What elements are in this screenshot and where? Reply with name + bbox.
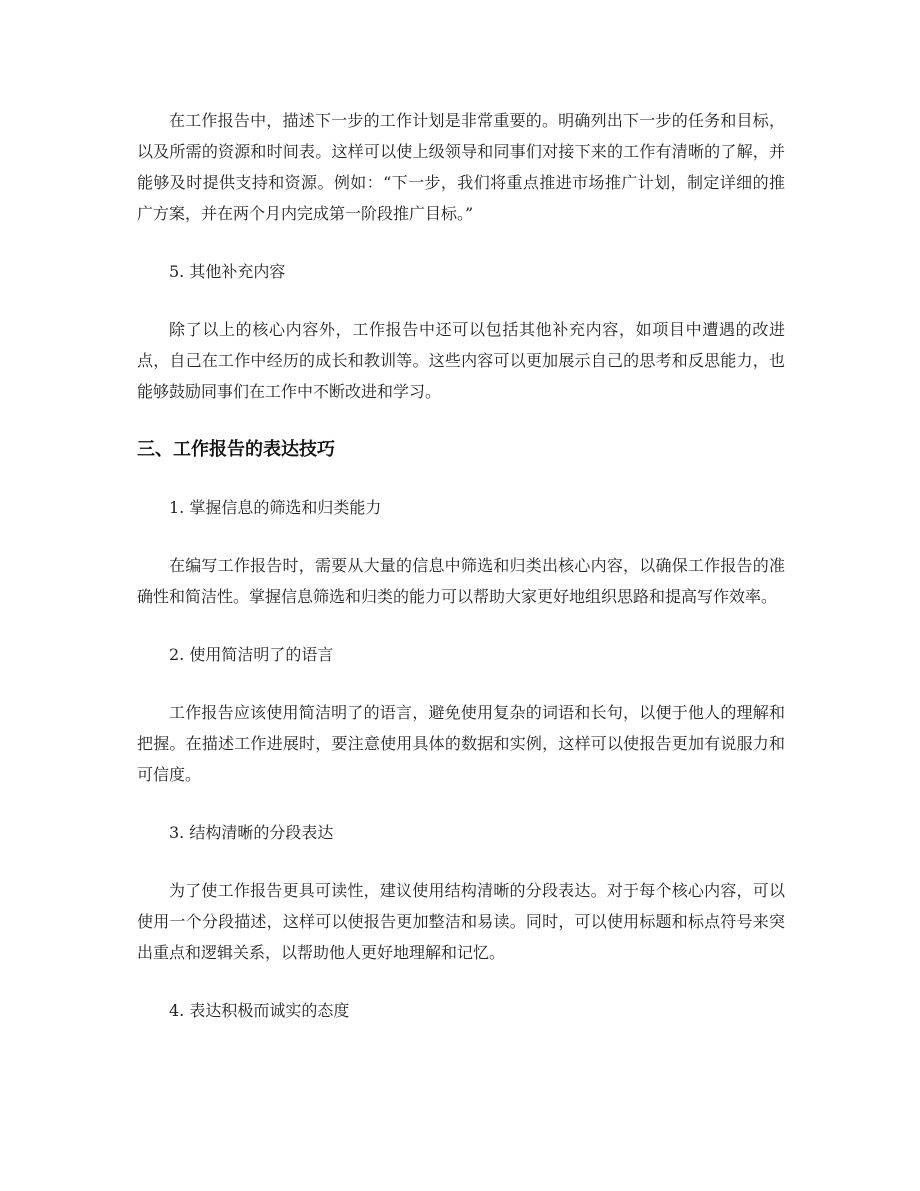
paragraph-next-step-plan: 在工作报告中，描述下一步的工作计划是非常重要的。明确列出下一步的任务和目标，以及所需的资源和时间表。这样可以使上级领导和同事们对接下来的工作有清晰的了解，并能够及时提供支持和资源。例如：“下一步，我们将重点推进市场推广计划，制定详细的推广方案，并在两个月内完成第一阶段推广目标。” bbox=[137, 111, 785, 223]
paragraph-clear-structure: 为了使工作报告更具可读性，建议使用结构清晰的分段表达。对于每个核心内容，可以使用一个分段描述，这样可以使报告更加整洁和易读。同时，可以使用标题和标点符号来突出重点和逻辑关系，以帮助他人更好地理解和记忆。 bbox=[137, 881, 785, 962]
paragraph-concise-language: 工作报告应该使用简洁明了的语言，避免使用复杂的词语和长句，以便于他人的理解和把握。在描述工作进展时，要注意使用具体的数据和实例，这样可以使报告更加有说服力和可信度。 bbox=[137, 703, 785, 784]
list-item-info-filtering: 1. 掌握信息的筛选和归类能力 bbox=[169, 498, 382, 517]
section-heading-expression-skills: 三、工作报告的表达技巧 bbox=[137, 439, 335, 460]
paragraph-info-filtering: 在编写工作报告时，需要从大量的信息中筛选和归类出核心内容，以确保工作报告的准确性和简洁性。掌握信息筛选和归类的能力可以帮助大家更好地组织思路和提高写作效率。 bbox=[137, 556, 785, 606]
list-item-concise-language: 2. 使用简洁明了的语言 bbox=[169, 645, 334, 664]
paragraph-other-content: 除了以上的核心内容外，工作报告中还可以包括其他补充内容，如项目中遭遇的改进点，自己在工作中经历的成长和教训等。这些内容可以更加展示自己的思考和反思能力，也能够鼓励同事们在工作中不断改进和学习。 bbox=[137, 320, 785, 401]
list-item-positive-attitude: 4. 表达积极而诚实的态度 bbox=[169, 1001, 350, 1020]
document-body bbox=[137, 105, 785, 1053]
list-item-clear-structure: 3. 结构清晰的分段表达 bbox=[169, 823, 334, 842]
list-item-other-content: 5. 其他补充内容 bbox=[169, 262, 286, 281]
